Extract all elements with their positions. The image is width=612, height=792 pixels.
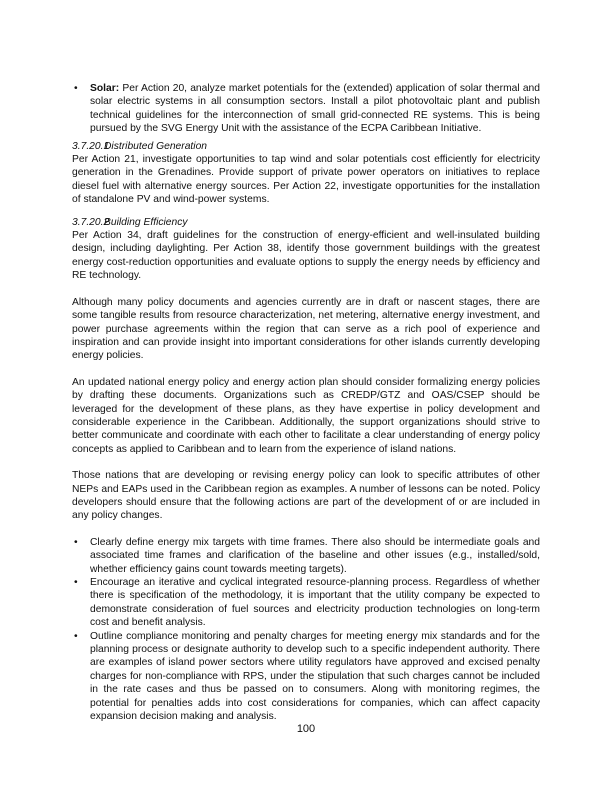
paragraph: An updated national energy policy and energy action plan should consider formalizing energy policies by drafting these documents. Organizations such as CREDP/GTZ and OAS/CSEP should be leveraged for the development of these plans, as they have expertise in policy development and considerable experience in the Caribbean. Additionally, the support organizations should strive to better communicate and coordinate with each other to facilitate a clear understanding of energy policy concepts as applied to Caribbean and to learn from the experience of island nations. xyxy=(72,376,540,455)
solar-label: Solar: xyxy=(90,83,120,94)
section-heading-building-efficiency: 3.7.20.2Building Efficiency xyxy=(72,216,188,228)
paragraph: Those nations that are developing or revising energy policy can look to specific attributes of other NEPs and EAPs used in the Caribbean region as examples. A number of lessons can be noted. Policy developers should ensure that the following actions are part of the development of or are included in any policy changes. xyxy=(72,470,540,522)
solar-bullet xyxy=(72,82,540,136)
document-page xyxy=(72,82,540,723)
section-body-building-efficiency: Per Action 34, draft guidelines for the construction of energy-efficient and well-insulated building design, including daylighting. Per Action 38, identify those government buildings with the greatest energy cost-reduction opportunities and evaluate options to supply the energy needs by efficiency and RE technology. xyxy=(72,230,540,282)
bullet-icon: • xyxy=(74,577,78,588)
section-body-distributed-generation: Per Action 21, investigate opportunities to tap wind and solar potentials cost efficiently for electricity generation in the Grenadines. Provide support of private power operators on initiatives to replace diesel fuel with alternative energy sources. Per Action 22, investigate opportunities for the installation of standalone PV and wind-power systems. xyxy=(72,154,540,206)
bullet-icon: • xyxy=(74,536,78,548)
paragraph: Although many policy documents and agencies currently are in draft or nascent stages, there are some tangible results from resource characterization, net metering, alternative energy investment, and power purchase agreements within the region that can serve as a rich pool of experience and inspiration and can provide insight into important considerations for other islands currently developing energy policies. xyxy=(72,296,540,362)
list-item: • Outline compliance monitoring and penalty charges for meeting energy mix standards and for the planning process or designate authority to develop such to a specific independent authority. There are examples of island power sectors where utility regulators have approved and excised penalty charges for non-compliance with RPS, under the stipulation that such charges cannot be included in the rate cases and thus be passed on to consumers. Along with monitoring regimes, the potential for penalties adds into cost considerations for companies, which can affect capacity expansion decision making and analysis. xyxy=(74,630,540,723)
page-number: 100 xyxy=(296,723,316,735)
bullet-icon: • xyxy=(74,83,78,94)
list-item: • Encourage an iterative and cyclical integrated resource-planning process. Regardless of whether there is specification of the methodology, it is important that the utility company be expected to demonstrate consideration of fuel sources and electricity production technologies on long-term cost and benefit analysis. xyxy=(74,577,540,629)
bullet-icon: • xyxy=(74,630,78,642)
list-item: • Clearly define energy mix targets with time frames. There also should be intermediate goals and associated time frames and clarification of the baseline and other issues (e.g., installed/sold, whether efficiency gains count towards meeting targets). xyxy=(74,536,540,575)
section-heading-distributed-generation: 3.7.20.1Distributed Generation xyxy=(72,140,208,152)
solar-text: Per Action 20, analyze market potentials for the (extended) application of solar thermal and solar electric systems in all consumption sectors. Install a pilot photovoltaic plant and publish technical guidelines for the interconnection of small grid-connected RE systems. This is being pursued by the SVG Energy Unit with the assistance of the ECPA Caribbean Initiative. xyxy=(90,83,540,135)
